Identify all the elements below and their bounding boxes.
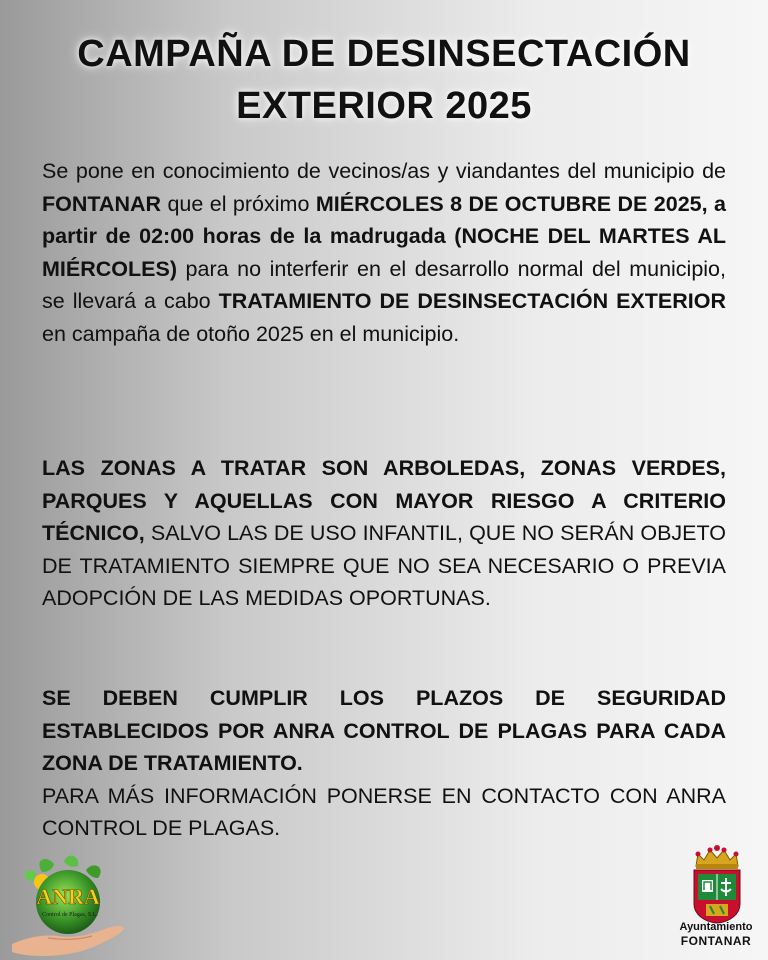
fontanar-crest [690,842,744,924]
p1-bold-municipality: FONTANAR [42,191,162,216]
zones-paragraph [42,452,726,615]
announcement-paragraph [42,155,726,350]
p2-text: SALVO LAS DE USO INFANTIL, QUE NO SERÁN OBJETO DE TRATAMIENTO SIEMPRE QUE NO SEA NECESARIO O PREVIA ADOPCIÓN DE LAS MEDIDAS OPORTUNAS. [42,521,726,610]
p1-text-2: que el próximo [161,191,316,216]
p1-text-4: en campaña de otoño 2025 en el municipio. [42,321,460,346]
p1-bold-treatment: TRATAMIENTO DE DESINSECTACIÓN EXTERIOR [218,289,726,313]
p2-bold-zones: LAS ZONAS A TRATAR SON ARBOLEDAS, ZONAS VERDES, PARQUES Y AQUELLAS CON MAYOR RIESGO A CRITERIO TÉCNICO, [42,456,726,545]
page-title [40,28,728,132]
p1-bold-date: MIÉRCOLES 8 DE OCTUBRE DE 2025, a partir de 02:00 horas de la madrugada (NOCHE DEL MARTES AL MIÉRCOLES) [42,191,726,281]
anra-logo-name: ANRA [36,884,100,909]
title-line-2: EXTERIOR 2025 [236,85,532,127]
p3-contact-text: PARA MÁS INFORMACIÓN PONERSE EN CONTACTO CON ANRA CONTROL DE PLAGAS. [42,783,726,840]
anra-logo-subtitle: Control de Plagas, S.L. [42,912,98,918]
crest-caption [664,920,768,948]
crest-caption-line1: Ayuntamiento [679,921,753,933]
p1-text-3: para no interferir en el desarrollo normal del municipio, se llevará a cabo [42,256,726,313]
p1-text-1: Se pone en conocimiento de vecinos/as y viandantes del municipio de [42,159,726,183]
crest-caption-line2: FONTANAR [680,934,752,948]
safety-paragraph [42,682,726,845]
title-line-1: CAMPAÑA DE DESINSECTACIÓN [77,33,691,75]
anra-logo [12,852,132,958]
p3-bold-safety: SE DEBEN CUMPLIR LOS PLAZOS DE SEGURIDAD ESTABLECIDOS POR ANRA CONTROL DE PLAGAS PARA CADA ZONA DE TRATAMIENTO. [42,686,726,775]
